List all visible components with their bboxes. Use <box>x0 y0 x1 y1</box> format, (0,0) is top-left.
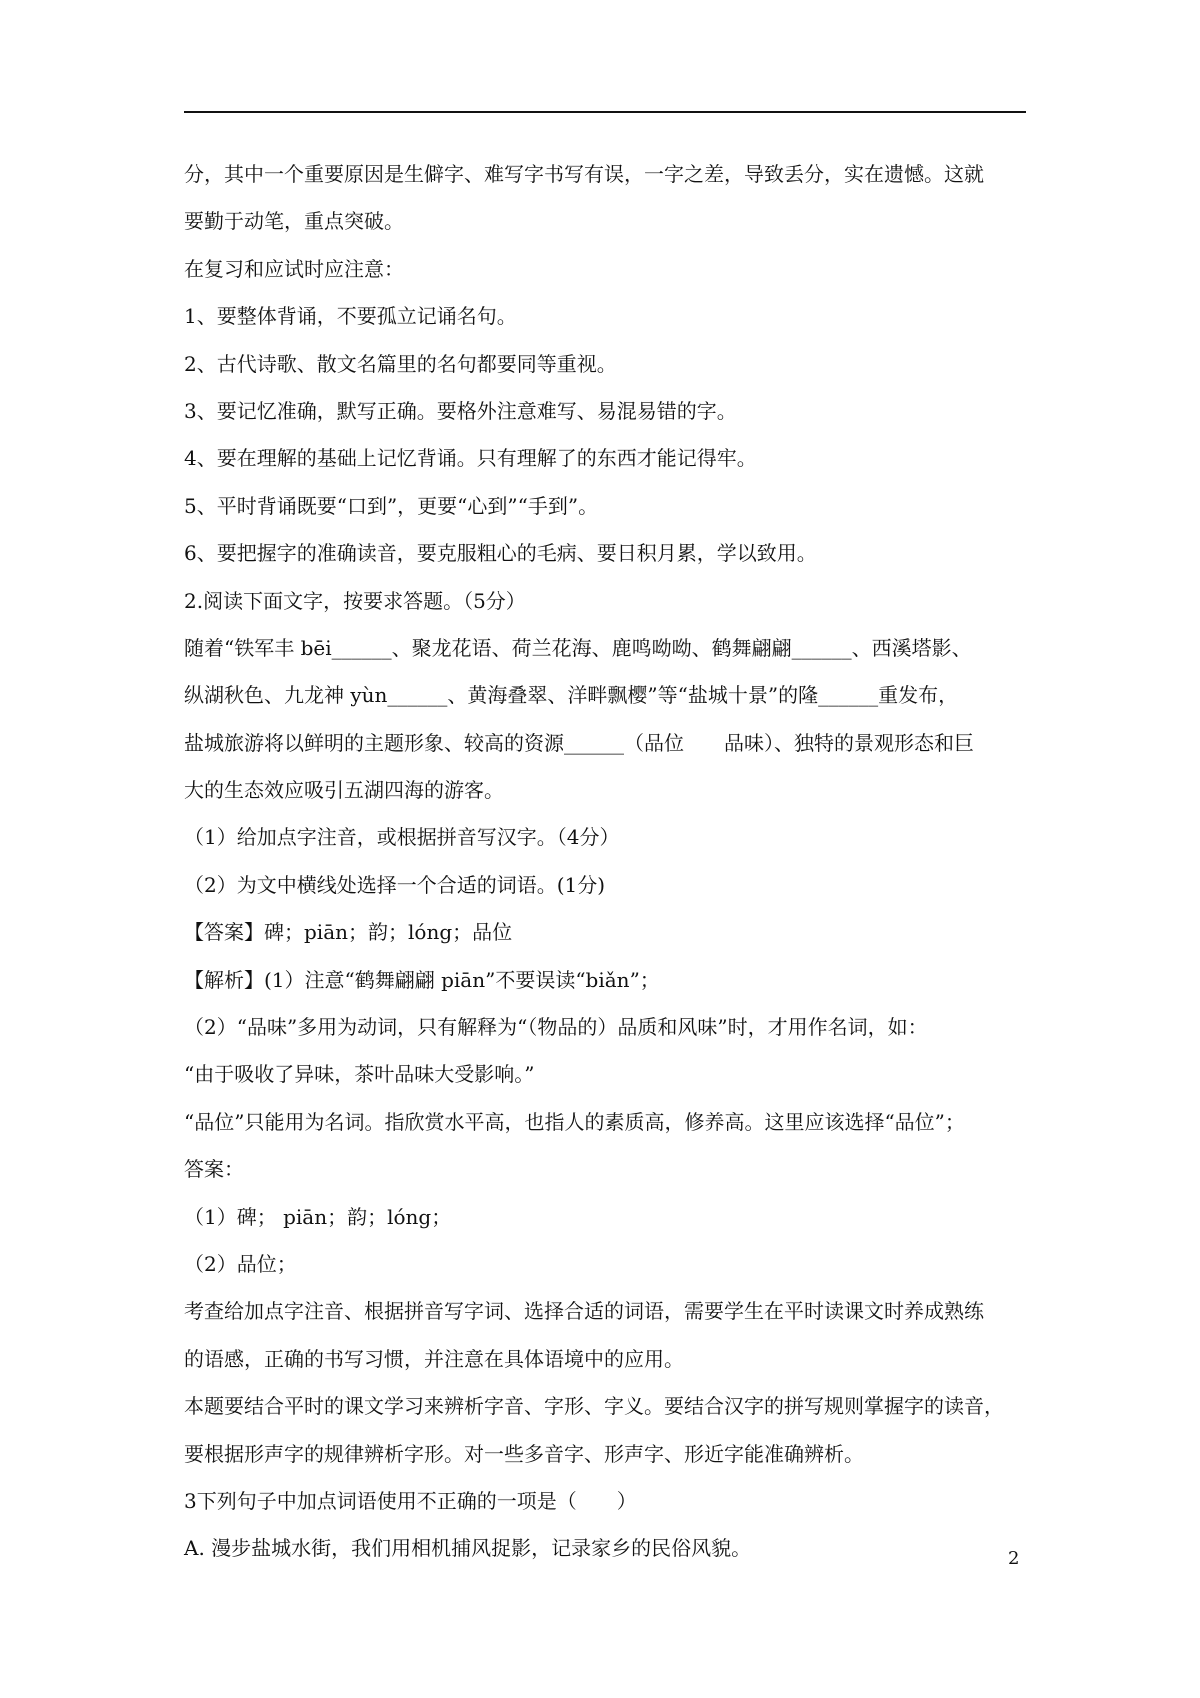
text-line-9: 6、要把握字的准确读音，要克服粗心的毛病、要日积月累，学以致用。 <box>184 541 817 566</box>
question-2-heading: 2.阅读下面文字，按要求答题。（5分） <box>184 588 526 613</box>
analysis-line-2: （2）“品味”多用为动词，只有解释为“（物品的）品质和风味”时，才用作名词，如： <box>184 1015 928 1040</box>
text-line-7: 4、要在理解的基础上记忆背诵。只有理解了的东西才能记得牢。 <box>184 446 757 471</box>
analysis-line-3: “由于吸收了异味，茶叶品味大受影响。” <box>184 1062 535 1087</box>
sub-question-2: （2）为文中横线处选择一个合适的词语。(1分) <box>184 872 606 897</box>
analysis-line-5: 答案： <box>184 1157 244 1182</box>
analysis-line-7: （2）品位； <box>184 1251 297 1276</box>
option-a: A. 漫步盐城水街，我们用相机捕风捉影，记录家乡的民俗风貌。 <box>184 1536 752 1561</box>
text-line-8: 5、平时背诵既要“口到”，更要“心到”“手到”。 <box>184 493 599 518</box>
text-line-3: 在复习和应试时应注意： <box>184 256 404 281</box>
page-number: 2 <box>1008 1548 1020 1569</box>
passage-line-4: 大的生态效应吸引五湖四海的游客。 <box>184 778 504 803</box>
analysis-line-1: 【解析】(1）注意“鹤舞翩翩 piān”不要误读“biǎn”； <box>184 967 660 992</box>
sub-question-1: （1）给加点字注音，或根据拼音写汉字。（4分） <box>184 825 620 850</box>
text-line-1: 分，其中一个重要原因是生僻字、难写字书写有误，一字之差，导致丢分，实在遗憾。这就 <box>184 162 984 186</box>
passage-line-1: 随着“铁军丰 bēi______、聚龙花语、荷兰花海、鹿鸣呦呦、鹤舞翩翩______、西溪塔影、 <box>184 635 972 660</box>
analysis-line-4: “品位”只能用为名词。指欣赏水平高，也指人的素质高，修养高。这里应该选择“品位”； <box>184 1109 965 1134</box>
analysis-line-9: 的语感，正确的书写习惯，并注意在具体语境中的应用。 <box>184 1346 684 1371</box>
text-line-2: 要勤于动笔，重点突破。 <box>184 209 404 234</box>
text-line-4: 1、要整体背诵，不要孤立记诵名句。 <box>184 304 517 329</box>
analysis-line-11: 要根据形声字的规律辨析字形。对一些多音字、形声字、形近字能准确辨析。 <box>184 1441 864 1466</box>
analysis-line-8: 考查给加点字注音、根据拼音写字词、选择合适的词语，需要学生在平时读课文时养成熟练 <box>184 1299 984 1324</box>
text-line-6: 3、要记忆准确，默写正确。要格外注意难写、易混易错的字。 <box>184 398 737 423</box>
analysis-line-6: （1）碑； piān；韵；lóng； <box>184 1204 452 1229</box>
header-rule <box>184 111 1026 113</box>
question-3-heading: 3下列句子中加点词语使用不正确的一项是（ ） <box>184 1488 637 1513</box>
text-line-5: 2、古代诗歌、散文名篇里的名句都要同等重视。 <box>184 351 617 376</box>
passage-line-3: 盐城旅游将以鲜明的主题形象、较高的资源______（品位 品味）、独特的景观形态和巨 <box>184 730 974 755</box>
document-body <box>184 151 1026 1573</box>
analysis-line-10: 本题要结合平时的课文学习来辨析字音、字形、字义。要结合汉字的拼写规则掌握字的读音， <box>184 1394 1004 1419</box>
answer-line: 【答案】碑；piān；韵；lóng；品位 <box>184 920 513 945</box>
passage-line-2: 纵湖秋色、九龙神 yùn______、黄海叠翠、洋畔飘樱”等“盐城十景”的隆______重发布， <box>184 683 959 708</box>
